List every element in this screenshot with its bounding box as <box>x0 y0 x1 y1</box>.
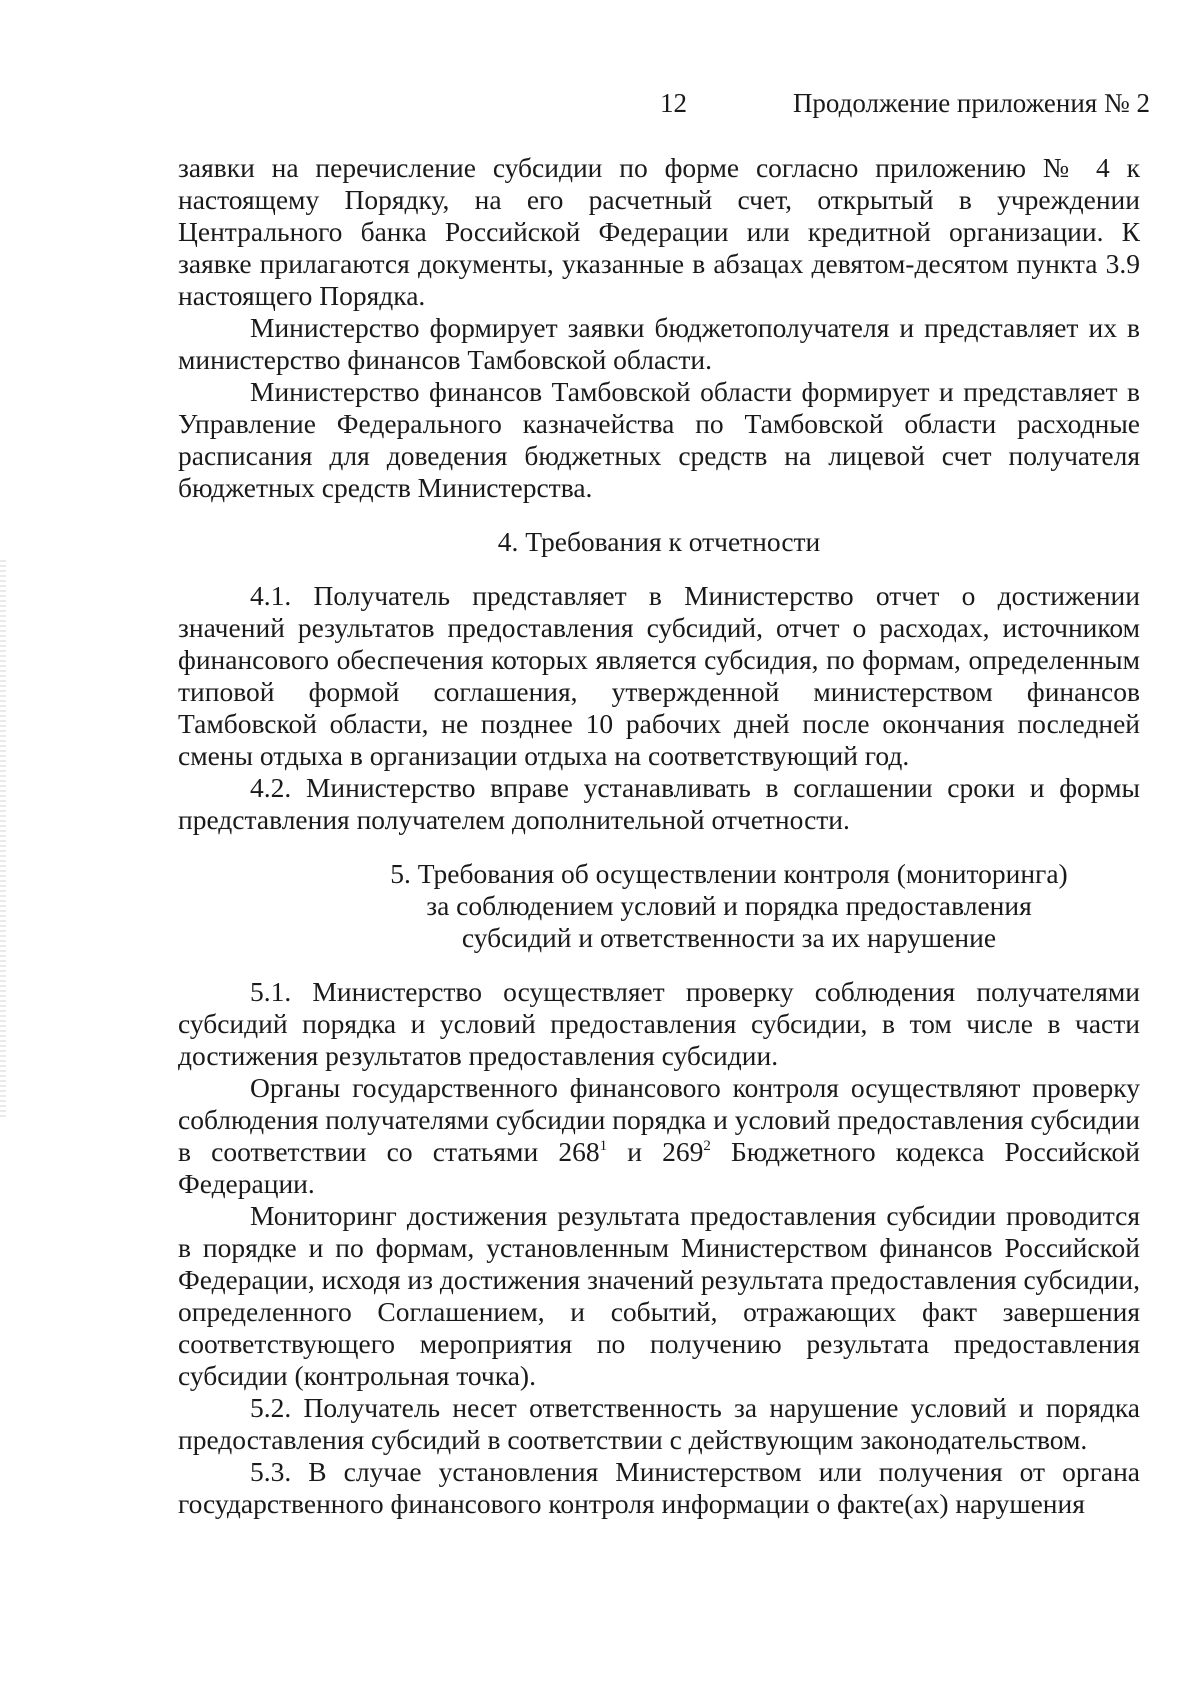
paragraph-ministry-forms-requests: Министерство формирует заявки бюджетополучателя и представляет их в министерство финансов Тамбовской области. <box>178 312 1140 375</box>
paragraph-4-2: 4.2. Министерство вправе устанавливать в соглашении сроки и формы представления получателем дополнительной отчетности. <box>178 772 1140 835</box>
section-5-heading-line-1: 5. Требования об осуществлении контроля (мониторинга) <box>390 858 1068 889</box>
article-269-superscript: 2 <box>703 1138 711 1154</box>
paragraph-5-1: 5.1. Министерство осуществляет проверку соблюдения получателями субсидий порядка и условий предоставления субсидии, в том числе в части достижения результатов предоставления субсидии. <box>178 976 1140 1071</box>
appendix-continuation-label: Продолжение приложения № 2 <box>792 88 1150 118</box>
paragraph-application-request: заявки на перечисление субсидии по форме согласно приложению № 4 к настоящему Порядку, на его расчетный счет, открытый в учреждении Центрального банка Российской Федерации или кредитной организации. К заявке прилагаются документы, указанные в абзацах девятом-десятом пункта 3.9 настоящего Порядка. <box>178 152 1140 311</box>
paragraph-4-1: 4.1. Получатель представляет в Министерство отчет о достижении значений результатов предоставления субсидий, отчет о расходах, источником финансового обеспечения которых является субсидия, по формам, определенным типовой формой соглашения, утвержденной министерством финансов Тамбовской области, не позднее 10 рабочих дней после окончания последней смены отдыха в организации отдыха на соответствующий год. <box>178 580 1140 771</box>
state-control-text-end: Бюджетного кодекса Российской Федерации. <box>178 1136 1140 1199</box>
document-body <box>178 152 1140 1520</box>
section-5-heading <box>178 858 1140 954</box>
section-5-heading-line-2: за соблюдением условий и порядка предоставления <box>426 890 1032 921</box>
paragraph-5-2: 5.2. Получатель несет ответственность за нарушение условий и порядка предоставления субсидий в соответствии с действующим законодательством. <box>178 1392 1140 1455</box>
paragraph-finance-ministry-schedules: Министерство финансов Тамбовской области формирует и представляет в Управление Федерального казначейства по Тамбовской области расходные расписания для доведения бюджетных средств на лицевой счет получателя бюджетных средств Министерства. <box>178 376 1140 503</box>
paragraph-monitoring: Мониторинг достижения результата предоставления субсидии проводится в порядке и по формам, установленным Министерством финансов Российской Федерации, исходя из достижения значений результата предоставления субсидии, определенного Соглашением, и событий, отражающих факт завершения соответствующего мероприятия по получению результата предоставления субсидии (контрольная точка). <box>178 1200 1140 1391</box>
state-control-text-mid: и 269 <box>607 1136 704 1167</box>
section-5-heading-line-3: субсидий и ответственности за их нарушение <box>461 922 997 953</box>
article-268-superscript: 1 <box>599 1138 608 1154</box>
page-header <box>0 88 1200 128</box>
page-number: 12 <box>660 88 687 118</box>
paragraph-5-3: 5.3. В случае установления Министерством или получения от органа государственного финансового контроля информации о факте(ах) нарушения <box>178 1456 1140 1519</box>
section-4-heading: 4. Требования к отчетности <box>497 526 821 557</box>
state-control-text-start: Органы государственного финансового контроля осуществляют проверку соблюдения получателями субсидии порядка и условий предоставления субсидии в соответствии со статьями 268 <box>178 1072 1141 1167</box>
scan-edge-artifact <box>0 560 6 1120</box>
paragraph-state-financial-control <box>178 1072 1140 1200</box>
